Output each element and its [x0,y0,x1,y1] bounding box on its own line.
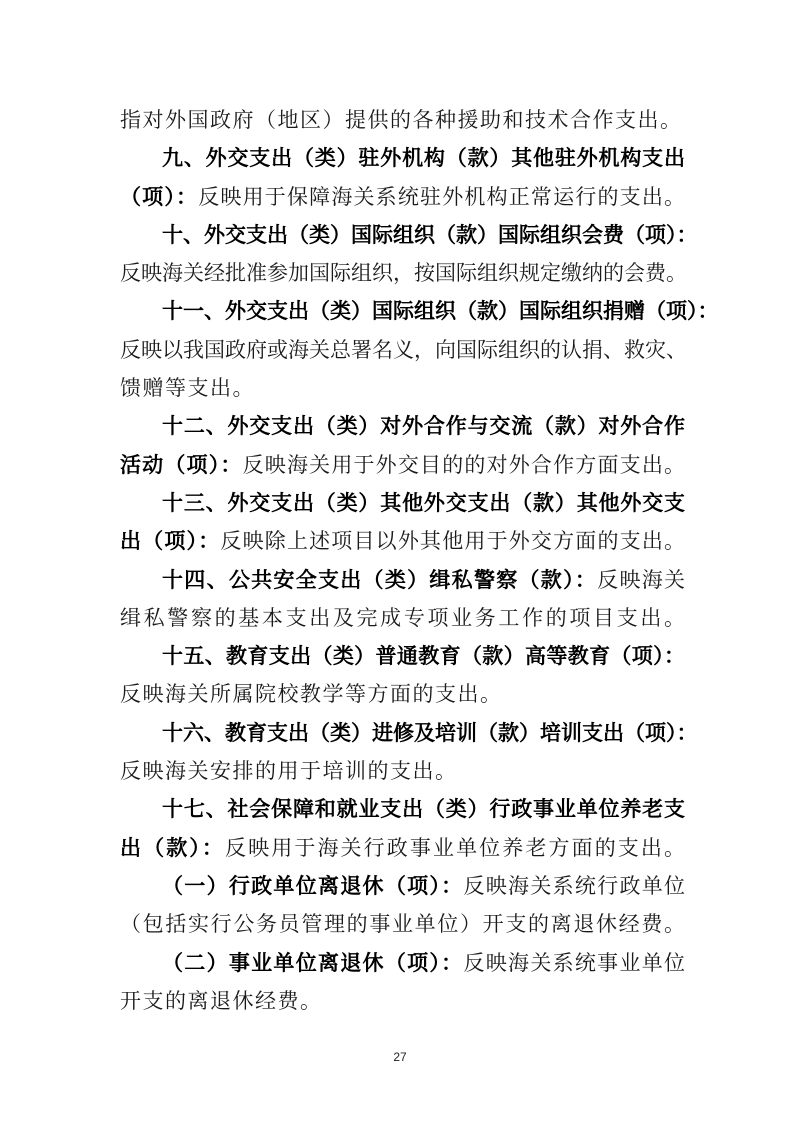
text-segment: 反映海关 [597,567,686,592]
paragraph-line [120,292,719,330]
heading-segment: 十七、社会保障和就业支出（类）行政事业单位养老支 [162,796,685,822]
heading-segment: 活动（项）： [120,451,243,477]
text-segment: （包括实行公务员管理的事业单位）开支的离退休经费。 [120,912,685,937]
paragraph-line [120,637,685,675]
text-segment: 反映海关系统行政单位 [463,873,686,898]
paragraph-line [120,599,685,637]
text-segment: 开支的离退休经费。 [120,988,323,1013]
paragraph-line [120,446,685,484]
paragraph-line [120,178,685,216]
paragraph-line [120,905,685,943]
text-segment: 反映海关安排的用于培训的支出。 [120,759,458,784]
paragraph-line [120,561,685,599]
paragraph-line [120,790,685,828]
text-segment: 反映用于海关行政事业单位养老方面的支出。 [225,835,686,860]
heading-segment: 十一、外交支出（类）国际组织（款）国际组织捐赠（项）： [162,298,719,324]
text-segment: 馈赠等支出。 [120,376,255,401]
heading-segment: （二）事业单位离退休（项）： [162,949,464,975]
heading-segment: （一）行政单位离退休（项）： [162,872,464,898]
paragraph-line [120,867,685,905]
paragraph-line [120,675,685,713]
paragraph-line [120,829,685,867]
heading-segment: 十二、外交支出（类）对外合作与交流（款）对外合作 [162,413,685,439]
text-segment: 反映海关经批准参加国际组织，按国际组织规定缴纳的会费。 [120,261,687,286]
paragraph-line [120,331,685,369]
heading-segment: 十六、教育支出（类）进修及培训（款）培训支出（项）： [162,719,698,745]
text-segment: 反映海关用于外交目的的对外合作方面支出。 [242,452,686,477]
heading-segment: 出（项）： [120,528,221,554]
paragraph-line [120,484,685,522]
text-segment: 反映以我国政府或海关总署名义，向国际组织的认捐、救灾、 [120,337,687,362]
paragraph-line [120,752,685,790]
paragraph-line [120,369,685,407]
heading-segment: 九、外交支出（类）驻外机构（款）其他驻外机构支出 [162,145,685,171]
paragraph-line [120,944,685,982]
paragraph-line [120,522,685,560]
paragraph-line [120,254,685,292]
paragraph-line [120,216,698,254]
paragraph-line [120,714,698,752]
body-text [120,101,719,1020]
heading-segment: （项）： [120,183,199,209]
page-number: 27 [393,1050,407,1064]
paragraph-line [120,982,685,1020]
heading-segment: 十四、公共安全支出（类）缉私警察（款）： [162,566,598,592]
heading-segment: 十五、教育支出（类）普通教育（款）高等教育（项）： [162,643,685,669]
paragraph-line [120,101,685,139]
text-segment: 缉私警察的基本支出及完成专项业务工作的项目支出。 [120,605,685,630]
text-segment: 反映除上述项目以外其他用于外交方面的支出。 [220,529,686,554]
paragraph-line [120,139,685,177]
text-segment: 指对外国政府（地区）提供的各种援助和技术合作支出。 [120,108,683,132]
paragraph-line [120,407,685,445]
text-segment: 反映海关所属院校教学等方面的支出。 [120,682,503,707]
heading-segment: 十三、外交支出（类）其他外交支出（款）其他外交支 [162,489,685,515]
text-segment: 反映海关系统事业单位 [463,950,686,975]
heading-segment: 出（款）： [120,834,226,860]
heading-segment: 十、外交支出（类）国际组织（款）国际组织会费（项）： [162,221,698,247]
text-segment: 反映用于保障海关系统驻外机构正常运行的支出。 [198,184,686,209]
